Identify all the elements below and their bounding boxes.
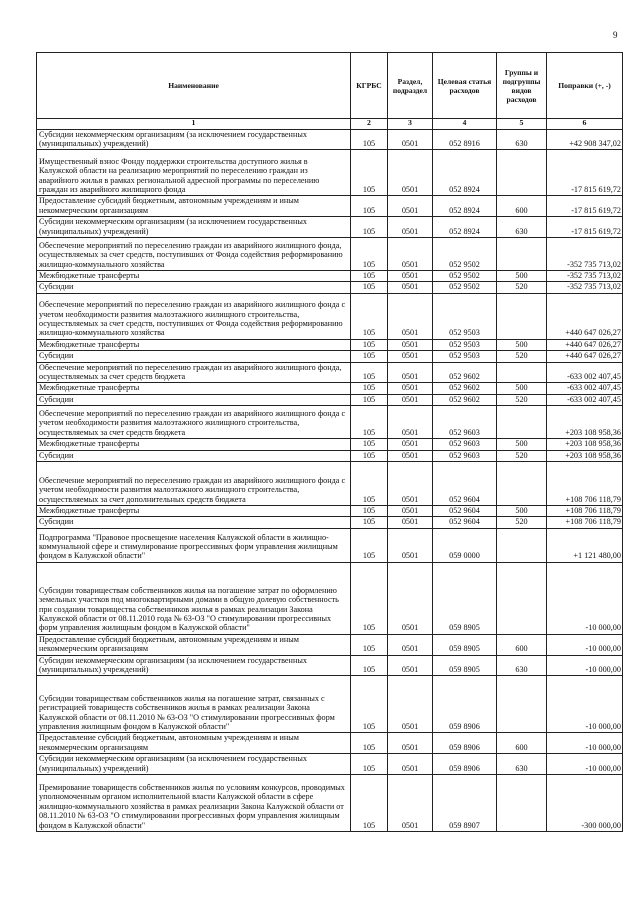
cell-kgrbs: 105 <box>351 217 388 238</box>
budget-amendments-table <box>36 52 623 832</box>
cell-kgrbs: 105 <box>351 282 388 293</box>
cell-expense-group: 630 <box>497 655 547 676</box>
cell-target-article: 059 8905 <box>433 634 497 655</box>
cell-name: Субсидии товариществам собственников жилья на погашение затрат по оформлению земельных участков под многоквартирными домами в общую долевую собственность при создании товарищества собственников жилья в рамках реализации Закона Калужской области от 08.11.2010 года № 63-ОЗ "О стимулировании прогрессивных форм управления жилищным фондом в Калужской области" <box>37 562 351 634</box>
cell-expense-group <box>497 528 547 562</box>
cell-target-article: 052 9502 <box>433 237 497 270</box>
table-row <box>37 129 623 150</box>
cell-amendment-amount: -352 735 713,02 <box>547 270 623 281</box>
cell-expense-group <box>497 562 547 634</box>
table-row <box>37 237 623 270</box>
cell-amendment-amount: +203 108 958,36 <box>547 450 623 461</box>
cell-amendment-amount: -633 002 407,45 <box>547 383 623 394</box>
cell-section: 0501 <box>388 775 433 832</box>
cell-section: 0501 <box>388 462 433 506</box>
cell-section: 0501 <box>388 196 433 217</box>
cell-name: Обеспечение мероприятий по переселению граждан из аварийного жилищного фонда, осуществляемых за счет средств бюджета <box>37 362 351 383</box>
cell-name: Премирование товариществ собственников жилья по условиям конкурсов, проводимых уполномоченным органом исполнительной власти Калужской области в сфере жилищно-коммунального хозяйства в рамках реализации Закона Калужской области от 08.11.2010 № 63-ОЗ "О стимулировании прогрессивных форм управления жилищным фондом в Калужской области" <box>37 775 351 832</box>
cell-section: 0501 <box>388 217 433 238</box>
cell-amendment-amount: +440 647 026,27 <box>547 339 623 350</box>
cell-target-article: 052 8924 <box>433 196 497 217</box>
cell-expense-group <box>497 293 547 339</box>
cell-target-article: 052 9602 <box>433 362 497 383</box>
cell-amendment-amount: -300 000,00 <box>547 775 623 832</box>
table-row <box>37 339 623 350</box>
cell-section: 0501 <box>388 562 433 634</box>
cell-target-article: 059 8905 <box>433 562 497 634</box>
table-row <box>37 754 623 775</box>
cell-section: 0501 <box>388 754 433 775</box>
cell-kgrbs: 105 <box>351 293 388 339</box>
cell-name: Предоставление субсидий бюджетным, автономным учреждениям и иным некоммерческим организациям <box>37 196 351 217</box>
cell-kgrbs: 105 <box>351 129 388 150</box>
cell-section: 0501 <box>388 282 433 293</box>
cell-expense-group: 520 <box>497 351 547 362</box>
cell-section: 0501 <box>388 733 433 754</box>
cell-section: 0501 <box>388 129 433 150</box>
table-header-row <box>37 53 623 119</box>
cell-kgrbs: 105 <box>351 237 388 270</box>
cell-section: 0501 <box>388 383 433 394</box>
cell-expense-group: 600 <box>497 733 547 754</box>
cell-expense-group <box>497 237 547 270</box>
table-row <box>37 676 623 733</box>
cell-expense-group: 630 <box>497 129 547 150</box>
cell-amendment-amount: -352 735 713,02 <box>547 237 623 270</box>
cell-expense-group: 630 <box>497 217 547 238</box>
cell-amendment-amount: +440 647 026,27 <box>547 351 623 362</box>
cell-expense-group: 520 <box>497 394 547 405</box>
cell-name: Межбюджетные трансферты <box>37 439 351 450</box>
cell-kgrbs: 105 <box>351 339 388 350</box>
header-amendments: Поправки (+, -) <box>547 53 623 119</box>
cell-amendment-amount: +440 647 026,27 <box>547 293 623 339</box>
table-row <box>37 517 623 528</box>
cell-name: Субсидии товариществам собственников жилья на погашение затрат, связанных с регистрацией товариществ собственников жилья в рамках реализации Закона Калужской области от 08.11.2010 № 63-ОЗ "О стимулировании прогрессивных форм управления жилищным фондом в Калужской области" <box>37 676 351 733</box>
cell-expense-group: 500 <box>497 339 547 350</box>
cell-kgrbs: 105 <box>351 150 388 196</box>
column-number-row <box>37 119 623 130</box>
column-number: 4 <box>433 119 497 130</box>
cell-name: Предоставление субсидий бюджетным, автономным учреждениям и иным некоммерческим организациям <box>37 733 351 754</box>
cell-kgrbs: 105 <box>351 439 388 450</box>
table-row <box>37 282 623 293</box>
column-number: 2 <box>351 119 388 130</box>
table-row <box>37 293 623 339</box>
cell-section: 0501 <box>388 450 433 461</box>
cell-kgrbs: 105 <box>351 655 388 676</box>
table-body <box>37 129 623 832</box>
cell-section: 0501 <box>388 406 433 439</box>
cell-amendment-amount: -10 000,00 <box>547 655 623 676</box>
cell-section: 0501 <box>388 394 433 405</box>
cell-section: 0501 <box>388 237 433 270</box>
cell-section: 0501 <box>388 339 433 350</box>
cell-target-article: 052 9503 <box>433 293 497 339</box>
cell-expense-group: 500 <box>497 383 547 394</box>
cell-name: Субсидии некоммерческим организациям (за исключением государственных (муниципальных) учреждений) <box>37 217 351 238</box>
cell-kgrbs: 105 <box>351 506 388 517</box>
cell-kgrbs: 105 <box>351 754 388 775</box>
cell-expense-group <box>497 406 547 439</box>
cell-name: Субсидии некоммерческим организациям (за исключением государственных (муниципальных) учреждений) <box>37 754 351 775</box>
cell-name: Межбюджетные трансферты <box>37 270 351 281</box>
cell-kgrbs: 105 <box>351 462 388 506</box>
table-row <box>37 462 623 506</box>
header-kgrbs: КГРБС <box>351 53 388 119</box>
header-expense-groups: Группы и подгруппы видов расходов <box>497 53 547 119</box>
table-row <box>37 150 623 196</box>
cell-kgrbs: 105 <box>351 676 388 733</box>
cell-expense-group: 500 <box>497 270 547 281</box>
cell-expense-group: 600 <box>497 196 547 217</box>
cell-section: 0501 <box>388 351 433 362</box>
cell-target-article: 052 9604 <box>433 506 497 517</box>
cell-section: 0501 <box>388 506 433 517</box>
cell-name: Субсидии <box>37 450 351 461</box>
column-number: 6 <box>547 119 623 130</box>
column-number: 1 <box>37 119 351 130</box>
cell-name: Субсидии <box>37 394 351 405</box>
cell-target-article: 052 9602 <box>433 394 497 405</box>
table-row <box>37 528 623 562</box>
cell-kgrbs: 105 <box>351 775 388 832</box>
cell-amendment-amount: -10 000,00 <box>547 634 623 655</box>
cell-target-article: 059 8906 <box>433 754 497 775</box>
cell-section: 0501 <box>388 270 433 281</box>
cell-amendment-amount: -633 002 407,45 <box>547 394 623 405</box>
cell-amendment-amount: +108 706 118,79 <box>547 506 623 517</box>
cell-target-article: 052 9603 <box>433 450 497 461</box>
cell-target-article: 059 8905 <box>433 655 497 676</box>
cell-amendment-amount: -17 815 619,72 <box>547 217 623 238</box>
cell-expense-group <box>497 676 547 733</box>
cell-amendment-amount: -17 815 619,72 <box>547 150 623 196</box>
table-row <box>37 775 623 832</box>
cell-name: Обеспечение мероприятий по переселению граждан из аварийного жилищного фонда с учетом необходимости развития малоэтажного жилищного строительства, осуществляемых за счет дополнительных средств бюджета <box>37 462 351 506</box>
cell-section: 0501 <box>388 439 433 450</box>
cell-kgrbs: 105 <box>351 450 388 461</box>
table-row <box>37 196 623 217</box>
table-row <box>37 733 623 754</box>
cell-amendment-amount: -17 815 619,72 <box>547 196 623 217</box>
cell-kgrbs: 105 <box>351 733 388 754</box>
cell-expense-group <box>497 150 547 196</box>
cell-expense-group <box>497 462 547 506</box>
cell-section: 0501 <box>388 655 433 676</box>
cell-target-article: 059 8907 <box>433 775 497 832</box>
cell-name: Обеспечение мероприятий по переселению граждан из аварийного жилищного фонда с учетом необходимости развития малоэтажного жилищного строительства, осуществляемых за счет средств, поступивших от Фонда содействия реформированию жилищно-коммунального хозяйства <box>37 293 351 339</box>
cell-target-article: 052 9503 <box>433 339 497 350</box>
cell-target-article: 052 9503 <box>433 351 497 362</box>
cell-name: Субсидии <box>37 282 351 293</box>
table-row <box>37 217 623 238</box>
cell-name: Субсидии некоммерческим организациям (за исключением государственных (муниципальных) учреждений) <box>37 655 351 676</box>
cell-name: Межбюджетные трансферты <box>37 383 351 394</box>
cell-amendment-amount: -352 735 713,02 <box>547 282 623 293</box>
cell-section: 0501 <box>388 150 433 196</box>
cell-expense-group: 500 <box>497 506 547 517</box>
cell-kgrbs: 105 <box>351 270 388 281</box>
cell-name: Субсидии <box>37 517 351 528</box>
cell-amendment-amount: +1 121 480,00 <box>547 528 623 562</box>
cell-expense-group <box>497 362 547 383</box>
header-target-article: Целевая статья расходов <box>433 53 497 119</box>
cell-name: Межбюджетные трансферты <box>37 506 351 517</box>
cell-section: 0501 <box>388 517 433 528</box>
cell-kgrbs: 105 <box>351 351 388 362</box>
cell-section: 0501 <box>388 293 433 339</box>
cell-target-article: 052 9604 <box>433 462 497 506</box>
cell-amendment-amount: -10 000,00 <box>547 562 623 634</box>
cell-section: 0501 <box>388 362 433 383</box>
table-row <box>37 383 623 394</box>
column-number: 5 <box>497 119 547 130</box>
table-row <box>37 406 623 439</box>
cell-name: Подпрограмма "Правовое просвещение населения Калужской области в жилищно-коммунальной сфере и стимулирование прогрессивных форм управления жилищным фондом в Калужской области" <box>37 528 351 562</box>
table-row <box>37 450 623 461</box>
table-row <box>37 351 623 362</box>
cell-amendment-amount: -10 000,00 <box>547 733 623 754</box>
cell-target-article: 052 9502 <box>433 282 497 293</box>
cell-target-article: 052 8916 <box>433 129 497 150</box>
cell-expense-group <box>497 775 547 832</box>
cell-target-article: 052 9502 <box>433 270 497 281</box>
column-number: 3 <box>388 119 433 130</box>
cell-amendment-amount: +108 706 118,79 <box>547 517 623 528</box>
cell-expense-group: 500 <box>497 439 547 450</box>
table-row <box>37 394 623 405</box>
cell-expense-group: 520 <box>497 450 547 461</box>
cell-section: 0501 <box>388 528 433 562</box>
cell-amendment-amount: +203 108 958,36 <box>547 406 623 439</box>
cell-kgrbs: 105 <box>351 394 388 405</box>
cell-section: 0501 <box>388 676 433 733</box>
cell-amendment-amount: +108 706 118,79 <box>547 462 623 506</box>
cell-expense-group: 600 <box>497 634 547 655</box>
cell-expense-group: 520 <box>497 517 547 528</box>
table-row <box>37 506 623 517</box>
table-row <box>37 362 623 383</box>
cell-expense-group: 630 <box>497 754 547 775</box>
cell-amendment-amount: -10 000,00 <box>547 754 623 775</box>
table-row <box>37 634 623 655</box>
page-number: 9 <box>613 30 618 40</box>
cell-kgrbs: 105 <box>351 634 388 655</box>
header-section: Раздел, подраздел <box>388 53 433 119</box>
cell-amendment-amount: -10 000,00 <box>547 676 623 733</box>
cell-target-article: 052 9603 <box>433 406 497 439</box>
cell-name: Предоставление субсидий бюджетным, автономным учреждениям и иным некоммерческим организациям <box>37 634 351 655</box>
cell-kgrbs: 105 <box>351 562 388 634</box>
cell-target-article: 052 9602 <box>433 383 497 394</box>
cell-name: Обеспечение мероприятий по переселению граждан из аварийного жилищного фонда, осуществляемых за счет средств, поступивших от Фонда содействия реформированию жилищно-коммунального хозяйства <box>37 237 351 270</box>
cell-kgrbs: 105 <box>351 517 388 528</box>
cell-name: Субсидии <box>37 351 351 362</box>
cell-target-article: 052 8924 <box>433 150 497 196</box>
cell-amendment-amount: +42 908 347,02 <box>547 129 623 150</box>
cell-kgrbs: 105 <box>351 196 388 217</box>
cell-name: Субсидии некоммерческим организациям (за исключением государственных (муниципальных) учреждений) <box>37 129 351 150</box>
cell-kgrbs: 105 <box>351 406 388 439</box>
cell-name: Межбюджетные трансферты <box>37 339 351 350</box>
cell-target-article: 059 0000 <box>433 528 497 562</box>
table-row <box>37 270 623 281</box>
cell-target-article: 059 8906 <box>433 676 497 733</box>
cell-name: Обеспечение мероприятий по переселению граждан из аварийного жилищного фонда с учетом необходимости развития малоэтажного жилищного строительства, осуществляемых за счет средств бюджета <box>37 406 351 439</box>
cell-name: Имущественный взнос Фонду поддержки строительства доступного жилья в Калужской области на реализацию мероприятий по переселению граждан из аварийного жилья в рамках региональной адресной программы по переселению граждан из аварийного жилищного фонда <box>37 150 351 196</box>
table-row <box>37 562 623 634</box>
cell-section: 0501 <box>388 634 433 655</box>
cell-amendment-amount: -633 002 407,45 <box>547 362 623 383</box>
cell-target-article: 052 9603 <box>433 439 497 450</box>
cell-target-article: 052 9604 <box>433 517 497 528</box>
header-name: Наименование <box>37 53 351 119</box>
table-row <box>37 439 623 450</box>
cell-amendment-amount: +203 108 958,36 <box>547 439 623 450</box>
cell-kgrbs: 105 <box>351 383 388 394</box>
cell-kgrbs: 105 <box>351 362 388 383</box>
table-row <box>37 655 623 676</box>
cell-expense-group: 520 <box>497 282 547 293</box>
cell-kgrbs: 105 <box>351 528 388 562</box>
cell-target-article: 052 8924 <box>433 217 497 238</box>
cell-target-article: 059 8906 <box>433 733 497 754</box>
